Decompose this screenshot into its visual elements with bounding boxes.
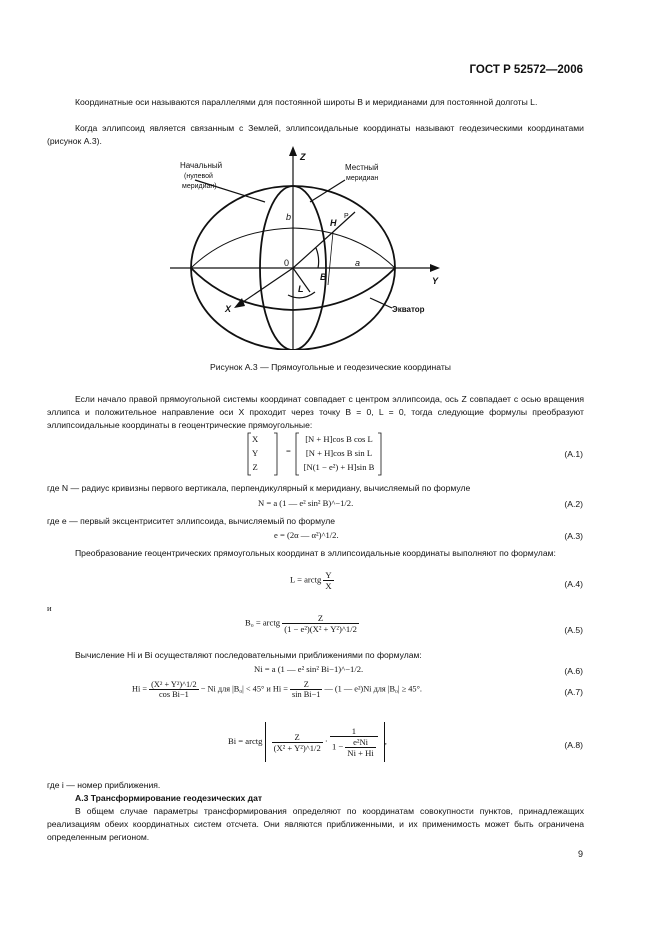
label-b: b	[286, 212, 292, 222]
eq4: L = arctg $\frac{Y}{X}$	[290, 570, 332, 591]
eq7: Hi = $\frac{\text{(X² + Y²)\textasciicircum{}1/2}}{\text{cos Bi−1}}$ − Ni для |B₀| < 45° и Hi = $\frac{Z}{\text{sin Bi−1}}$ — (1 — e²)Ni для |B₀| ≥ 45°.	[132, 680, 422, 699]
eq1-brackets	[246, 432, 286, 476]
radius-line	[293, 232, 333, 268]
label-origin: 0	[284, 258, 290, 268]
proj-line	[328, 232, 333, 285]
label-x: X	[225, 304, 232, 314]
label-local-1: Местный	[345, 163, 379, 172]
paragraph-datum: В общем случае параметры трансформирования определяют по координатам совокупности пунктов, принадлежащих реализациям обеих координатных систем отсчета. Они являются приближенными, и их применимость может быть ограничена определенным регионом.	[47, 806, 584, 843]
eq5: B₀ = arctg $\frac{Z}{\text{(1 − e²)(X² + Y²)\textasciicircum{}1/2}}$	[245, 613, 357, 634]
label-lat: B	[320, 272, 327, 282]
label-p: P	[344, 213, 349, 220]
eq8: Bi = arctg $\frac{Z}{\text{(X² + Y²)\textasciicircum{}1/2}}$ · 1 1 − $\frac{\text{e²Ni}}{Ni + Hi}$ ,	[228, 722, 387, 762]
eq1-right-matrix: [N + H]cos B cos L [N + H]cos B sin L [N(1 − e²) + H]sin B	[303, 434, 375, 472]
eq1-left-matrix: X Y Z	[252, 434, 259, 472]
paragraph-iter: Вычисление Hi и Bi осуществляют последовательными приближениями по формулам:	[75, 650, 422, 660]
section-heading: А.3 Трансформирование геодезических дат	[75, 793, 263, 803]
eq1-number: (A.1)	[564, 449, 583, 459]
document-header: ГОСТ Р 52572—2006	[469, 64, 583, 76]
pointer-equator	[370, 298, 392, 308]
label-equator: Экватор	[392, 305, 425, 314]
figure-caption: Рисунок А.3 — Прямоугольные и геодезические координаты	[210, 362, 451, 372]
paragraph-inverse: Преобразование геоцентрических прямоугольных координат в эллипсоидальные координаты выполняют по формулам:	[75, 548, 556, 558]
label-initial-3: меридиан)	[182, 183, 217, 190]
b-angle	[316, 248, 319, 268]
paragraph-axes: Координатные оси называются параллелями для постоянной широты B и меридианами для постоянной долготы L.	[75, 97, 538, 107]
label-lon: L	[298, 284, 304, 294]
eq3: e = (2α — α²)^1/2.	[274, 530, 339, 540]
eq6: Ni = a (1 — e² sin² Bi−1)^−1/2.	[254, 664, 364, 674]
y-arrow	[430, 264, 440, 272]
eq2: N = a (1 — e² sin² B)^−1/2.	[258, 498, 354, 508]
page-number: 9	[577, 849, 583, 859]
paragraph-transform: Если начало правой прямоугольной системы координат совпадает с центром эллипсоида, ось Z совпадает с осью вращения эллипса и положительное направление оси X проходит через точку B = 0, L = 0, тогда следующие формулы преобразуют эллипсоидальные координаты в геоцентрические прямоугольные:	[47, 394, 584, 431]
pointer-local	[310, 180, 345, 202]
label-local-2: меридиан	[346, 175, 379, 182]
paragraph-n: где N — радиус кривизны первого вертикала, перпендикулярный к меридиану, вычисляемый по формуле	[47, 483, 471, 493]
label-z: Z	[300, 152, 306, 162]
paragraph-e: где e — первый эксцентриситет эллипсоида, вычисляемый по формуле	[47, 516, 335, 526]
label-a: a	[355, 258, 361, 268]
z-arrow	[289, 146, 297, 156]
label-initial-1: Начальный	[180, 161, 223, 170]
label-y: Y	[432, 276, 439, 286]
label-initial-2: (нулевой	[184, 173, 213, 180]
paragraph-i: где i — номер приближения.	[47, 780, 161, 790]
ellipsoid-figure	[170, 140, 470, 350]
x-axis	[240, 268, 293, 304]
label-h: H	[330, 218, 337, 228]
paragraph-geodetic: Когда эллипсоид является связанным с Землей, эллипсоидальные координаты называют геодезическими координатами (рисунок А.3).	[47, 123, 584, 147]
